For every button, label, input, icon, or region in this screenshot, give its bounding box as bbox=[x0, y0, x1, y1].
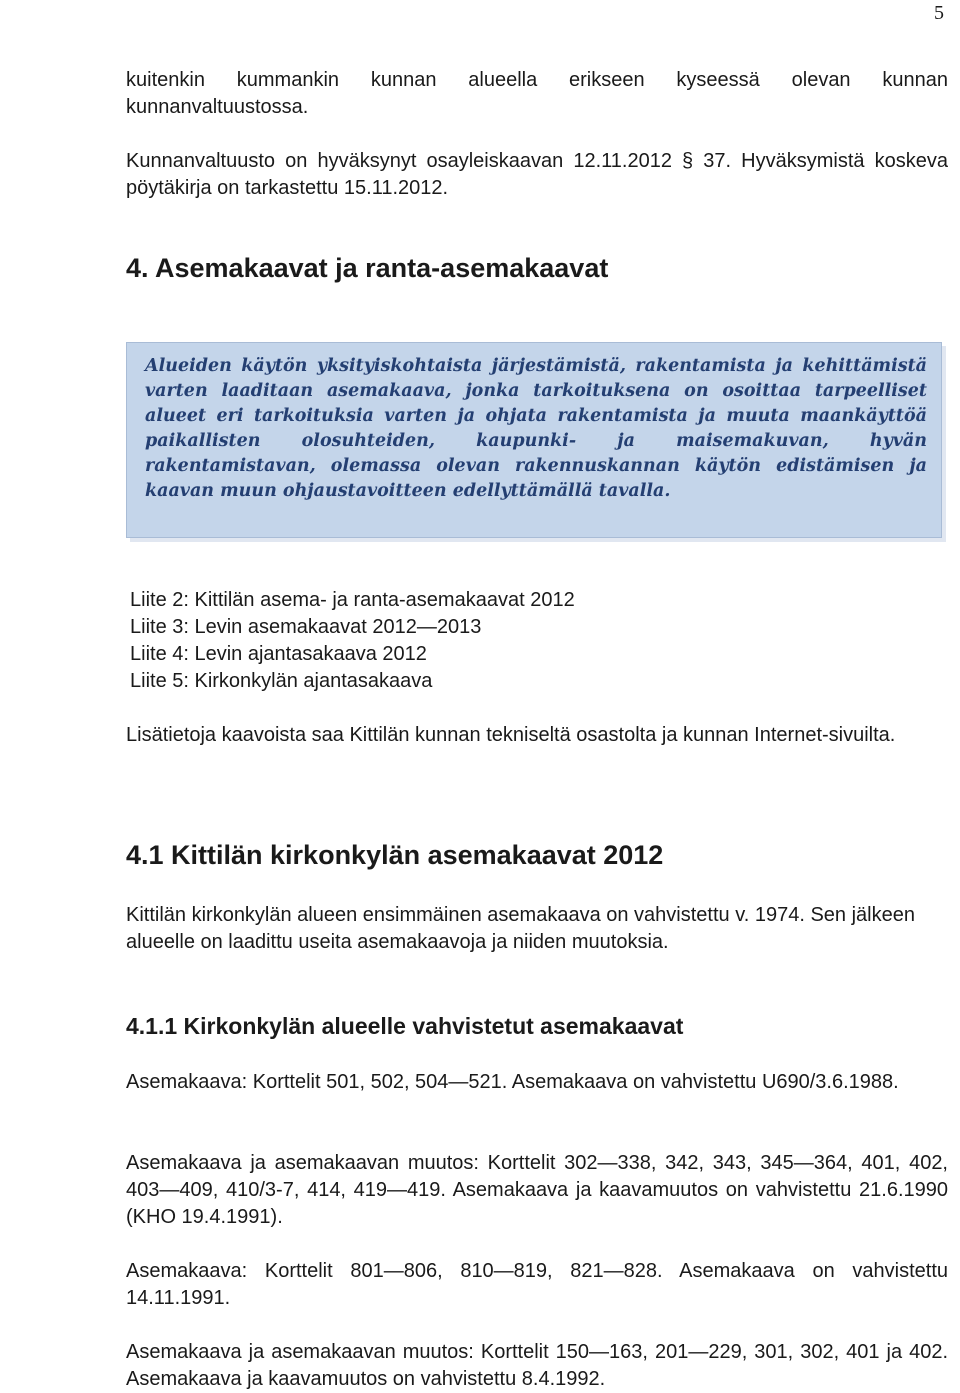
attachment-item: Liite 3: Levin asemakaavat 2012—2013 bbox=[130, 616, 482, 638]
plan-paragraph: Asemakaava: Korttelit 501, 502, 504—521. Asemakaava on vahvistettu U690/3.6.1988. bbox=[126, 1071, 899, 1093]
info-paragraph: Lisätietoja kaavoista saa Kittilän kunnan tekniseltä osastolta ja kunnan Internet-sivuilta. bbox=[126, 724, 896, 746]
section-4-1-1-heading: 4.1.1 Kirkonkylän alueelle vahvistetut asemakaavat bbox=[126, 1013, 684, 1039]
page-number: 5 bbox=[934, 2, 944, 24]
attachment-item: Liite 5: Kirkonkylän ajantasakaava bbox=[130, 670, 433, 692]
approval-paragraph: Kunnanvaltuusto on hyväksynyt osayleiskaavan 12.11.2012 § 37. Hyväksymistä koskeva pöytäkirja on tarkastettu 15.11.2012. bbox=[126, 150, 948, 199]
section-4-heading: 4. Asemakaavat ja ranta-asemakaavat bbox=[126, 253, 609, 283]
definition-callout bbox=[126, 342, 942, 538]
plan-paragraph: Asemakaava ja asemakaavan muutos: Korttelit 302—338, 342, 343, 345—364, 401, 402, 403—409, 410/3-7, 414, 419—419. Asemakaava ja kaavamuutos on vahvistettu 21.6.1990 (KHO 19.4.1991). bbox=[126, 1152, 948, 1228]
plan-paragraph: Asemakaava: Korttelit 801—806, 810—819, 821—828. Asemakaava on vahvistettu 14.11.1991. bbox=[126, 1260, 948, 1309]
attachment-item: Liite 2: Kittilän asema- ja ranta-asemakaavat 2012 bbox=[130, 589, 575, 611]
section-4-1-text: Kittilän kirkonkylän alueen ensimmäinen asemakaava on vahvistettu v. 1974. Sen jälkeen alueelle on laadittu useita asemakaavoja ja niiden muutoksia. bbox=[126, 904, 915, 953]
section-4-1-heading: 4.1 Kittilän kirkonkylän asemakaavat 2012 bbox=[126, 840, 664, 870]
definition-text: Alueiden käytön yksityiskohtaista järjestämistä, rakentamista ja kehittämistä varten laaditaan asemakaava, jonka tarkoituksena on osoittaa tarpeelliset alueet eri tarkoituksia varten ja ohjata rakentamista ja muuta maankäyttöä paikallisten olosuhteiden, kaupunki- ja maisemakuvan, hyvän rakentamistavan, olemassa olevan rakennuskannan käytön edistämisen ja kaavan muun ohjaustavoitteen edellyttämällä tavalla. bbox=[145, 356, 927, 501]
attachment-item: Liite 4: Levin ajantasakaava 2012 bbox=[130, 643, 427, 665]
intro-paragraph: kuitenkin kummankin kunnan alueella erikseen kyseessä olevan kunnan kunnanvaltuustossa. bbox=[126, 69, 948, 118]
plan-paragraph: Asemakaava ja asemakaavan muutos: Korttelit 150—163, 201—229, 301, 302, 401 ja 402. Asemakaava ja kaavamuutos on vahvistettu 8.4.1992. bbox=[126, 1341, 948, 1390]
attachment-list bbox=[130, 587, 575, 695]
